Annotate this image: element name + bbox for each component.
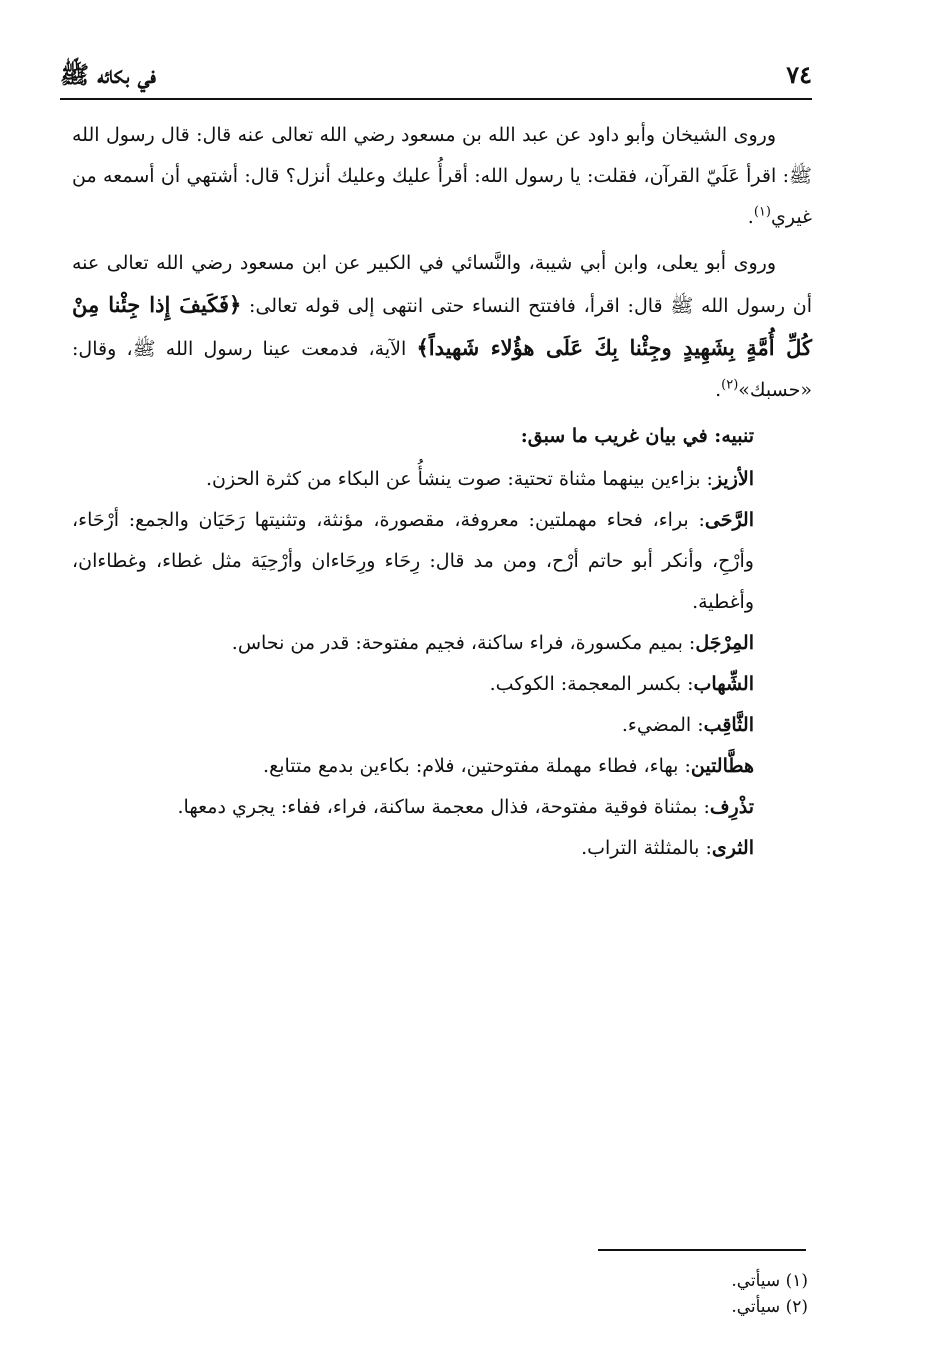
- gloss-term: الشِّهاب: [693, 673, 754, 695]
- gloss-definition: : براء، فحاء مهملتين: معروفة، مقصورة، مؤنثة، وتثنيتها رَحَيَان والجمع: أرْحَاء، وأرْحِ، وأنكر أبو حاتم أرْح، ومن مد قال: رِحَاء ورِحَاءان وأرْحِيَة مثل غطاء، وغطاءان، وأغطية.: [72, 509, 754, 613]
- footnote-1: [508, 1268, 808, 1294]
- gloss-term: هطَّالتين: [690, 755, 754, 777]
- paragraph-1: [72, 115, 812, 238]
- paragraph-1-end: .: [747, 206, 754, 228]
- paragraph-2: [72, 243, 812, 411]
- quran-verse: ﴿فَكَيفَ إِذا جِئْنا مِنْ كُلِّ أُمَّةٍ بِشَهِيدٍ وجِئْنا بِكَ عَلَى هؤُلاء شَهيداً﴾: [72, 292, 812, 360]
- footnote-ref-2: (٢): [721, 377, 739, 393]
- gloss-item: [72, 664, 754, 705]
- gloss-term: المِرْجَل: [695, 632, 754, 654]
- footnote-ref-1: (١): [753, 204, 771, 220]
- gloss-definition: : المضيء.: [621, 714, 704, 736]
- gloss-definition: : بهاء، فطاء مهملة مفتوحتين، فلام: بكاءين بدمع متتابع.: [263, 755, 691, 777]
- footnote-number: (٢): [785, 1297, 808, 1317]
- gloss-term: تذْرِف: [709, 796, 754, 818]
- gloss-definition: : بزاءين بينهما مثناة تحتية: صوت ينشأُ عن البكاء من كثرة الحزن.: [206, 468, 713, 490]
- footnote-text: سيأتي.: [731, 1297, 786, 1317]
- gloss-item: [72, 828, 754, 869]
- gloss-item: [72, 500, 812, 623]
- gloss-term: الرَّحَى: [704, 509, 754, 531]
- footnote-number: (١): [785, 1271, 808, 1291]
- running-title: في بكائه ﷺ: [60, 60, 156, 89]
- gloss-term: الأزيز: [712, 468, 754, 490]
- footnote-text: سيأتي.: [731, 1271, 786, 1291]
- running-head: [60, 56, 812, 96]
- gloss-definition: : بميم مكسورة، فراء ساكنة، فجيم مفتوحة: قدر من نحاس.: [231, 632, 696, 654]
- gloss-item: [72, 787, 754, 828]
- gloss-definition: : بالمثلثة التراب.: [581, 837, 712, 859]
- paragraph-2-text: وروى أبو يعلى، وابن أبي شيبة، والنَّسائي في الكبير عن ابن مسعود رضي الله تعالى عنه أن رسول الله ﷺ قال: اقرأ، فافتتح النساء حتى انتهى إلى قوله تعالى:: [72, 252, 812, 317]
- gloss-item: [72, 623, 754, 664]
- paragraph-1-text: وروى الشيخان وأبو داود عن عبد الله بن مسعود رضي الله تعالى عنه قال: قال رسول الله ﷺ: اقرأ عَلَيّ القرآن، فقلت: يا رسول الله: أقرأُ عليك وعليك أنزل؟ قال: أشتهي أن أسمعه من غيري: [72, 124, 812, 228]
- footnote-2: [508, 1294, 808, 1320]
- gloss-definition: : بكسر المعجمة: الكوكب.: [489, 673, 694, 695]
- gloss-term: الثَّاقِب: [703, 714, 754, 736]
- footnote-rule: [598, 1249, 806, 1251]
- gloss-item: [72, 459, 754, 500]
- gloss-item: [72, 746, 754, 787]
- main-text: [72, 115, 812, 869]
- notice-heading: تنبيه: في بيان غريب ما سبق:: [520, 425, 754, 447]
- gloss-item: [72, 705, 754, 746]
- page-number: ٧٤: [786, 60, 812, 89]
- header-rule: [60, 98, 812, 100]
- paragraph-2-end: .: [715, 379, 722, 401]
- gloss-definition: : بمثناة فوقية مفتوحة، فذال معجمة ساكنة، فراء، ففاء: يجري دمعها.: [177, 796, 710, 818]
- paragraph-2-text-continued: الآية، فدمعت عينا رسول الله ﷺ، وقال: «حسبك»: [72, 338, 812, 401]
- gloss-term: الثرى: [711, 837, 754, 859]
- gloss-list: [72, 459, 812, 869]
- footnotes: [508, 1268, 808, 1320]
